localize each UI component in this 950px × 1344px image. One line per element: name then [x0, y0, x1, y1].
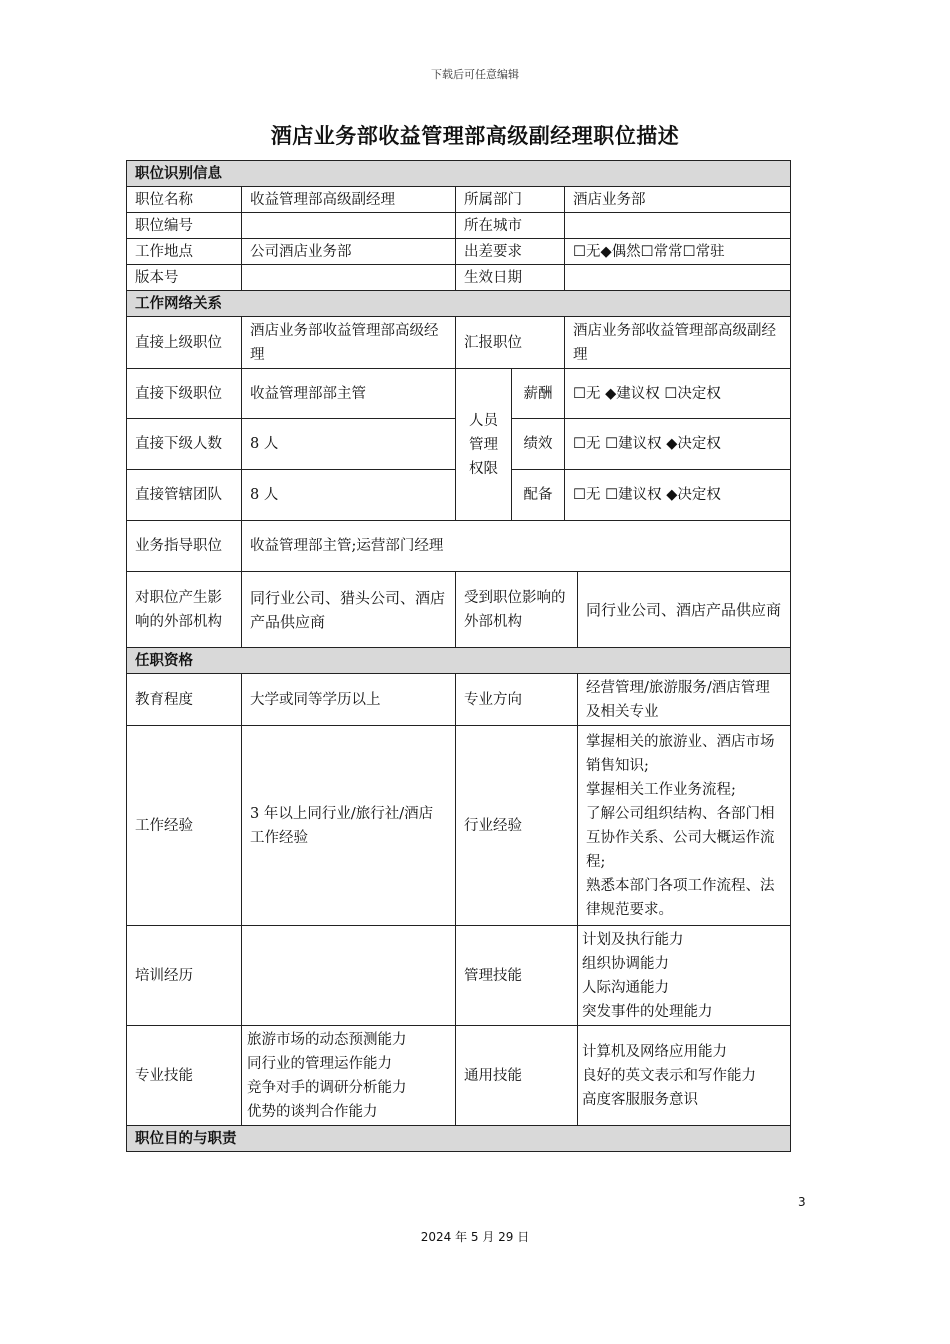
effective-label: 生效日期	[456, 265, 565, 291]
dept-value: 酒店业务部	[565, 187, 791, 213]
pro-skill-item: 竞争对手的调研分析能力	[247, 1079, 407, 1096]
salary-value: ☐无 ◆建议权 ☐决定权	[565, 369, 791, 419]
subordinate-value: 收益管理部部主管	[242, 369, 456, 419]
mgmt-skill-label: 管理技能	[456, 926, 578, 1026]
industry-exp-label: 行业经验	[456, 726, 578, 926]
staffing-label: 配备	[512, 470, 565, 521]
general-skill-item: 高度客服服务意识	[582, 1091, 698, 1108]
sub-count-label: 直接下级人数	[127, 419, 242, 470]
job-description-table	[126, 160, 791, 1152]
general-skill-item: 良好的英文表示和写作能力	[582, 1067, 756, 1084]
performance-value: ☐无 ☐建议权 ◆决定权	[565, 419, 791, 470]
city-value	[565, 213, 791, 239]
travel-label: 出差要求	[456, 239, 565, 265]
document-title: 酒店业务部收益管理部高级副经理职位描述	[270, 124, 680, 148]
pro-skill-item: 优势的谈判合作能力	[247, 1103, 378, 1120]
pro-skill-item: 同行业的管理运作能力	[247, 1055, 392, 1072]
mgmt-skill-item: 计划及执行能力	[582, 931, 684, 948]
dept-label: 所属部门	[456, 187, 565, 213]
pro-skill-list	[242, 1026, 456, 1126]
superior-value: 酒店业务部收益管理部高级经理	[242, 317, 456, 369]
mgmt-skill-item: 人际沟通能力	[582, 979, 669, 996]
section-identification: 职位识别信息	[127, 161, 791, 187]
location-value: 公司酒店业务部	[242, 239, 456, 265]
general-skill-item: 计算机及网络应用能力	[582, 1043, 727, 1060]
version-value	[242, 265, 456, 291]
report-label: 汇报职位	[456, 317, 565, 369]
major-label: 专业方向	[456, 674, 578, 726]
general-skill-label: 通用技能	[456, 1026, 578, 1126]
header-note: 下载后可任意编辑	[431, 68, 519, 81]
mgmt-skill-list	[578, 926, 791, 1026]
industry-exp-item: 掌握相关的旅游业、酒店市场销售知识;	[586, 733, 775, 774]
work-exp-label: 工作经验	[127, 726, 242, 926]
travel-value: ☐无◆偶然☐常常☐常驻	[565, 239, 791, 265]
report-value: 酒店业务部收益管理部高级副经理	[565, 317, 791, 369]
salary-label: 薪酬	[512, 369, 565, 419]
work-exp-value: 3 年以上同行业/旅行社/酒店工作经验	[242, 726, 456, 926]
staff-authority-label: 人员管理权限	[456, 369, 512, 521]
team-value: 8 人	[242, 470, 456, 521]
sub-count-value: 8 人	[242, 419, 456, 470]
training-value	[242, 926, 456, 1026]
general-skill-list	[578, 1026, 791, 1126]
industry-exp-item: 掌握相关工作业务流程;	[586, 781, 736, 798]
guidance-value: 收益管理部主管;运营部门经理	[242, 521, 791, 572]
industry-exp-item: 了解公司组织结构、各部门相互协作关系、公司大概运作流程;	[586, 805, 775, 870]
footer-date: 2024 年 5 月 29 日	[420, 1230, 530, 1244]
staffing-value: ☐无 ☐建议权 ◆决定权	[565, 470, 791, 521]
job-name-label: 职位名称	[127, 187, 242, 213]
job-name-value: 收益管理部高级副经理	[242, 187, 456, 213]
version-label: 版本号	[127, 265, 242, 291]
location-label: 工作地点	[127, 239, 242, 265]
affected-label: 受到职位影响的外部机构	[456, 572, 578, 648]
section-qualification: 任职资格	[127, 648, 791, 674]
education-value: 大学或同等学历以上	[242, 674, 456, 726]
effective-value	[565, 265, 791, 291]
mgmt-skill-item: 突发事件的处理能力	[582, 1003, 713, 1020]
section-purpose: 职位目的与职责	[127, 1126, 791, 1152]
pro-skill-label: 专业技能	[127, 1026, 242, 1126]
job-no-value	[242, 213, 456, 239]
training-label: 培训经历	[127, 926, 242, 1026]
industry-exp-item: 熟悉本部门各项工作流程、法律规范要求。	[586, 877, 775, 918]
guidance-label: 业务指导职位	[127, 521, 242, 572]
team-label: 直接管辖团队	[127, 470, 242, 521]
industry-exp-list	[578, 726, 791, 926]
education-label: 教育程度	[127, 674, 242, 726]
performance-label: 绩效	[512, 419, 565, 470]
mgmt-skill-item: 组织协调能力	[582, 955, 669, 972]
major-value: 经营管理/旅游服务/酒店管理及相关专业	[578, 674, 791, 726]
city-label: 所在城市	[456, 213, 565, 239]
superior-label: 直接上级职位	[127, 317, 242, 369]
subordinate-label: 直接下级职位	[127, 369, 242, 419]
job-no-label: 职位编号	[127, 213, 242, 239]
external-value: 同行业公司、猎头公司、酒店产品供应商	[242, 572, 456, 648]
affected-value: 同行业公司、酒店产品供应商	[578, 572, 791, 648]
page-number: 3	[798, 1195, 806, 1209]
external-label: 对职位产生影响的外部机构	[127, 572, 242, 648]
section-network: 工作网络关系	[127, 291, 791, 317]
pro-skill-item: 旅游市场的动态预测能力	[247, 1031, 407, 1048]
